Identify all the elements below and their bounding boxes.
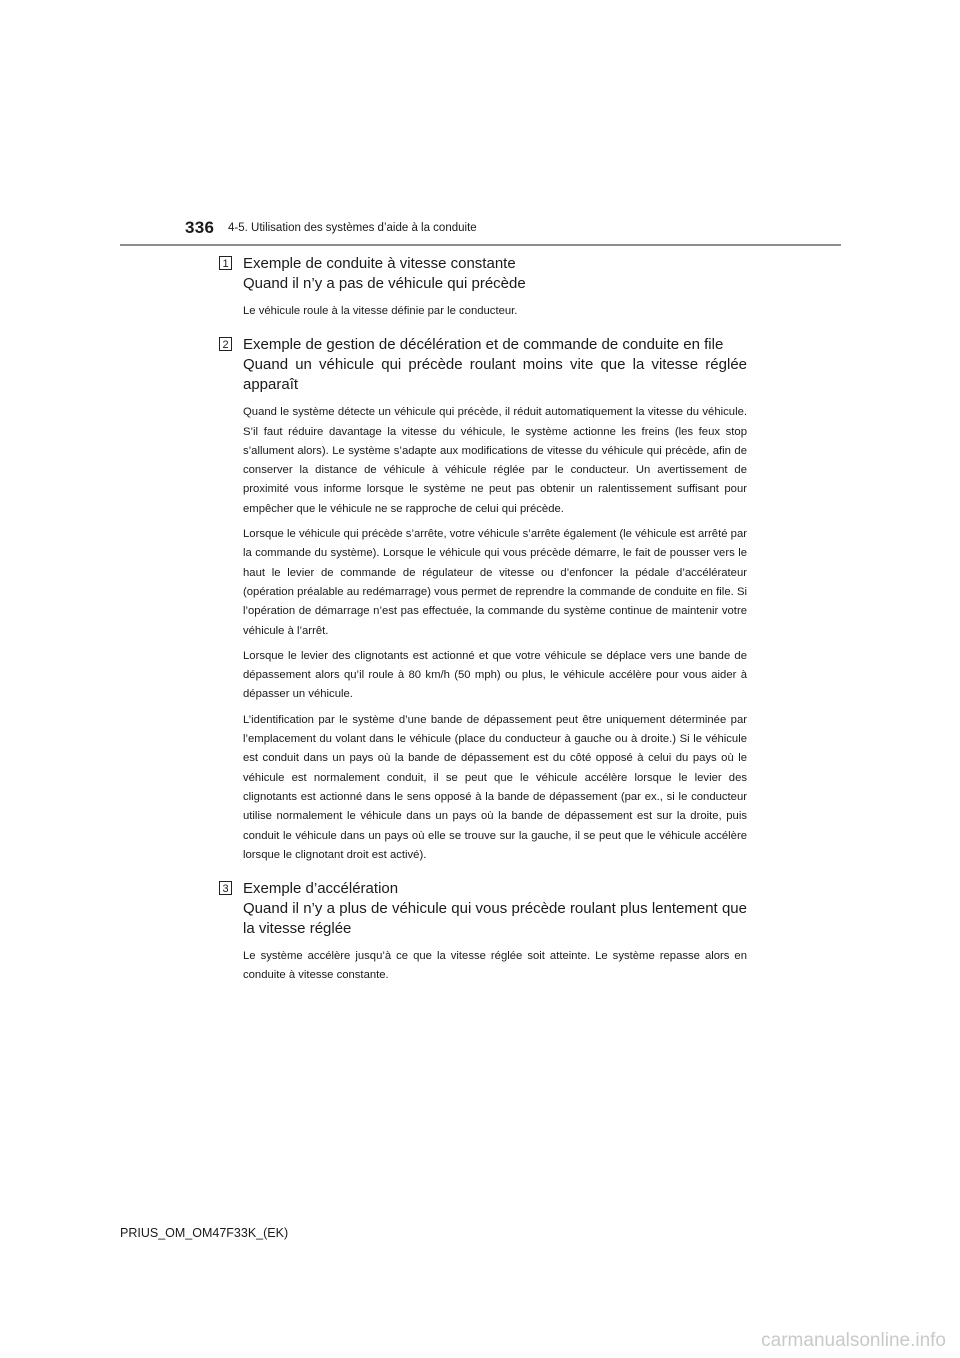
item-2-paragraph-4: L’identification par le système d’une bande de dépassement peut être uniquement déterminée par l’emplacement du volant dans le véhicule (place du conducteur à gauche ou à droite.) Si le véhicule est conduit dans un pays où la bande de dépassement est du côté opposé à celui du pays où le véhicule est normalement conduit, il se peut que le véhicule accélère lorsque le levier des clignotants est actionné dans le sens opposé à la bande de dépassement (par ex., si le conducteur utilise normalement le véhicule dans un pays où la bande de dépassement est sur la droite, puis conduit le véhicule dans un pays où elle se trouve sur la gauche, il se peut que le véhicule accélère lorsque le clignotant droit est activé). <box>243 713 747 861</box>
section-title: 4-5. Utilisation des systèmes d’aide à la conduite <box>228 222 477 234</box>
item-1-body <box>219 302 747 321</box>
item-2-paragraph-3: Lorsque le levier des clignotants est actionné et que votre véhicule se déplace vers une bande de dépassement alors qu’il roule à 80 km/h (50 mph) ou plus, le véhicule accélère pour vous aider à dépasser un véhicule. <box>243 649 747 701</box>
item-1-paragraph-1: Le véhicule roule à la vitesse définie par le conducteur. <box>243 305 518 317</box>
document-code: PRIUS_OM_OM47F33K_(EK) <box>120 1226 289 1240</box>
item-3-heading-line-1: Exemple d’accélération <box>243 880 399 898</box>
item-2-number-badge: 2 <box>219 337 232 351</box>
header-rule <box>120 244 841 246</box>
item-3-number-badge: 3 <box>219 881 232 895</box>
item-2-heading-line-2: Quand un véhicule qui précède roulant moins vite que la vitesse réglée apparaît <box>243 356 747 394</box>
item-3-body <box>219 947 747 986</box>
item-1-heading-line-2: Quand il n’y a pas de véhicule qui précède <box>243 275 526 292</box>
watermark: carmanualsonline.info <box>761 1330 946 1351</box>
item-2-paragraph-1: Quand le système détecte un véhicule qui précède, il réduit automatiquement la vitesse du véhicule. S’il faut réduire davantage la vitesse du véhicule, le système actionne les freins (les feux stop s’allument alors). Le système s’adapte aux modifications de vitesse du véhicule qui précède, afin de conserver la distance de véhicule à véhicule réglée par le conducteur. Un avertissement de proximité vous informe lorsque le système ne peut pas obtenir un ralentissement suffisant pour empêcher que le véhicule ne se rapproche de celui qui précède. <box>243 406 747 515</box>
item-3-paragraph-1: Le système accélère jusqu’à ce que la vitesse réglée soit atteinte. Le système repasse alors en conduite à vitesse constante. <box>243 950 747 982</box>
item-2-heading-line-1: Exemple de gestion de décélération et de commande de conduite en file <box>243 336 724 354</box>
main-content <box>219 254 747 992</box>
item-3-heading-line-2: Quand il n’y a plus de véhicule qui vous précède roulant plus lentement que la vitesse réglée <box>243 900 747 938</box>
item-3-heading <box>219 879 747 939</box>
page-number: 336 <box>185 218 215 237</box>
item-2-heading <box>219 335 747 395</box>
item-2-paragraph-2: Lorsque le véhicule qui précède s’arrête, votre véhicule s’arrête également (le véhicule est arrêté par la commande du système). Lorsque le véhicule qui vous précède démarre, le fait de pousser vers le haut le levier de commande de régulateur de vitesse ou d’enfoncer la pédale d’accélérateur (opération préalable au redémarrage) vous permet de reprendre la commande de conduite en file. Si l’opération de démarrage n’est pas effectuée, la commande du système continue de maintenir votre véhicule à l’arrêt. <box>243 528 747 637</box>
item-2-body <box>219 403 747 865</box>
item-1-heading <box>219 254 747 294</box>
item-1-number-badge: 1 <box>219 256 232 270</box>
item-1-heading-line-1: Exemple de conduite à vitesse constante <box>243 255 516 272</box>
